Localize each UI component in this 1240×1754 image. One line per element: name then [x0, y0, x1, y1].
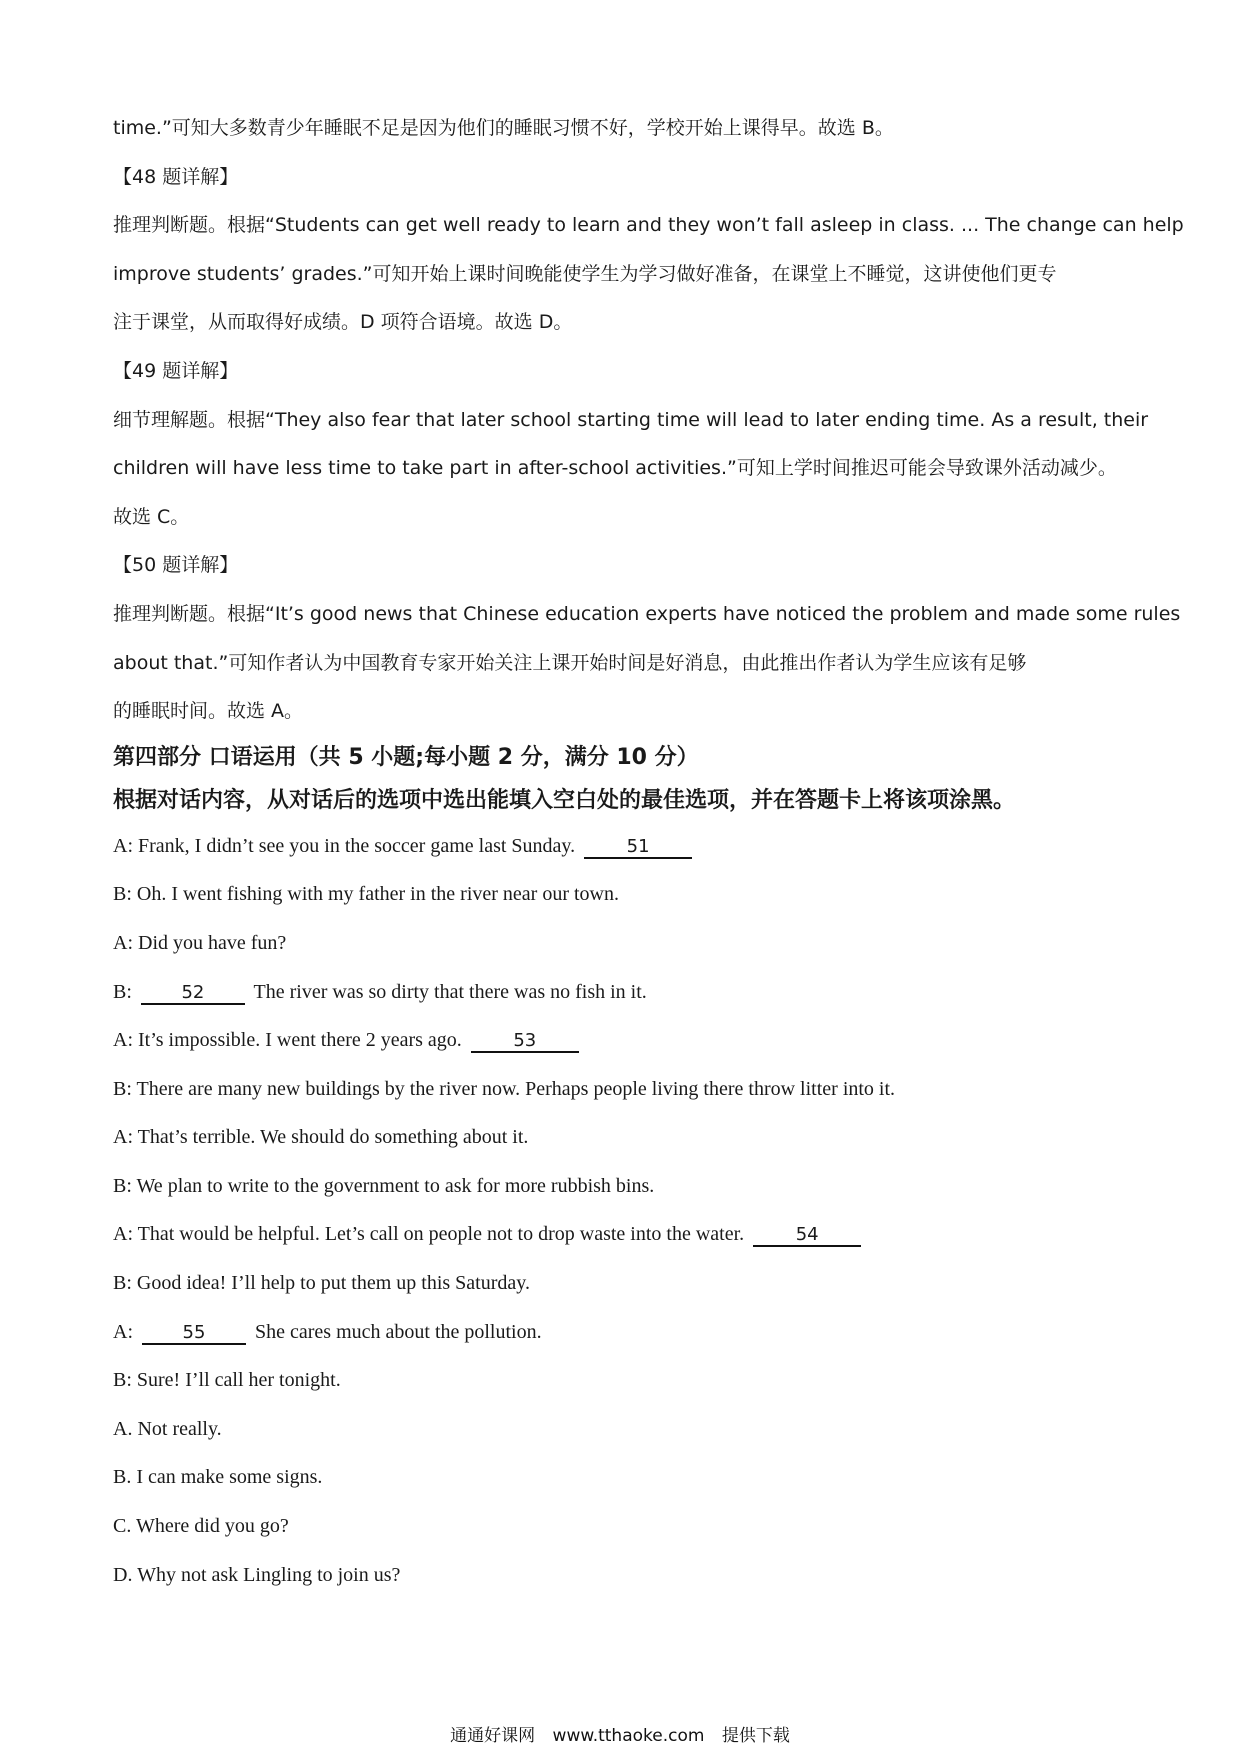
option-c: C. Where did you go? — [113, 1515, 289, 1538]
answer-blank: 53 — [471, 1031, 579, 1053]
explanation-line: 故选 C。 — [113, 505, 190, 528]
dialogue-text: A: That would be helpful. Let’s call on people not to drop waste into the water. — [113, 1223, 745, 1246]
footer-note: 提供下载 — [721, 1726, 790, 1746]
dialogue-line: B: There are many new buildings by the river now. Perhaps people living there throw litter into it. — [113, 1077, 896, 1100]
answer-blank: 54 — [753, 1225, 861, 1247]
page-footer — [0, 1721, 1240, 1746]
q50-header: 【50 题详解】 — [113, 554, 239, 577]
answer-blank: 51 — [584, 837, 692, 859]
speaker-label: B: — [113, 980, 132, 1003]
answer-blank: 52 — [141, 983, 245, 1005]
dialogue-text: A: Frank, I didn’t see you in the soccer game last Sunday. — [113, 834, 576, 857]
explanation-line: children will have less time to take part in after-school activities.”可知上学时间推迟可能会导致课外活动减少。 — [113, 457, 1117, 480]
explanation-line: 的睡眠时间。故选 A。 — [113, 700, 304, 723]
dialogue-line: B: Good idea! I’ll help to put them up this Saturday. — [113, 1272, 530, 1295]
dialogue-line: A: That’s terrible. We should do something about it. — [113, 1126, 529, 1149]
explanation-line: about that.”可知作者认为中国教育专家开始关注上课开始时间是好消息，由此推出作者认为学生应该有足够 — [113, 651, 1027, 674]
footer-site-name: 通通好课网 — [450, 1726, 536, 1746]
document-page — [113, 104, 1184, 1599]
dialogue-line — [113, 1308, 1133, 1357]
explanation-line: 细节理解题。根据“They also fear that later school starting time will lead to later ending time. As a result, their — [113, 408, 1149, 431]
dialogue-line — [113, 968, 1133, 1017]
dialogue-line: B: Sure! I’ll call her tonight. — [113, 1369, 341, 1392]
speaker-label: A: — [113, 1320, 133, 1343]
footer-url[interactable]: www.tthaoke.com — [552, 1726, 705, 1746]
dialogue-line — [113, 1016, 1133, 1065]
explanation-line: time.”可知大多数青少年睡眠不足是因为他们的睡眠习惯不好，学校开始上课得早。故选 B。 — [113, 117, 894, 139]
answer-blank: 55 — [142, 1323, 246, 1345]
explanation-line: 推理判断题。根据“It’s good news that Chinese education experts have noticed the problem and made some rules — [113, 602, 1181, 625]
dialogue-line: A: Did you have fun? — [113, 931, 287, 954]
dialogue-text: She cares much about the pollution. — [255, 1320, 542, 1343]
dialogue-line — [113, 1210, 1133, 1259]
dialogue-text: A: It’s impossible. I went there 2 years ago. — [113, 1029, 462, 1052]
dialogue-line — [113, 822, 1133, 871]
option-d: D. Why not ask Lingling to join us? — [113, 1563, 401, 1586]
option-a: A. Not really. — [113, 1417, 222, 1440]
section-title: 第四部分 口语运用（共 5 小题;每小题 2 分，满分 10 分） — [113, 744, 699, 770]
q49-header: 【49 题详解】 — [113, 359, 239, 382]
explanation-line: 推理判断题。根据“Students can get well ready to learn and they won’t fall asleep in class. ... The change can help — [113, 214, 1184, 237]
dialogue-line: B: We plan to write to the government to ask for more rubbish bins. — [113, 1174, 655, 1197]
dialogue-text: The river was so dirty that there was no fish in it. — [253, 980, 647, 1003]
q48-header: 【48 题详解】 — [113, 165, 239, 188]
section-instruction: 根据对话内容，从对话后的选项中选出能填入空白处的最佳选项，并在答题卡上将该项涂黑。 — [113, 787, 1016, 813]
explanation-line: improve students’ grades.”可知开始上课时间晚能使学生为学习做好准备，在课堂上不睡觉，这讲使他们更专 — [113, 262, 1057, 285]
option-b: B. I can make some signs. — [113, 1466, 323, 1489]
dialogue-line: B: Oh. I went fishing with my father in the river near our town. — [113, 883, 619, 906]
explanation-line: 注于课堂，从而取得好成绩。D 项符合语境。故选 D。 — [113, 311, 573, 334]
